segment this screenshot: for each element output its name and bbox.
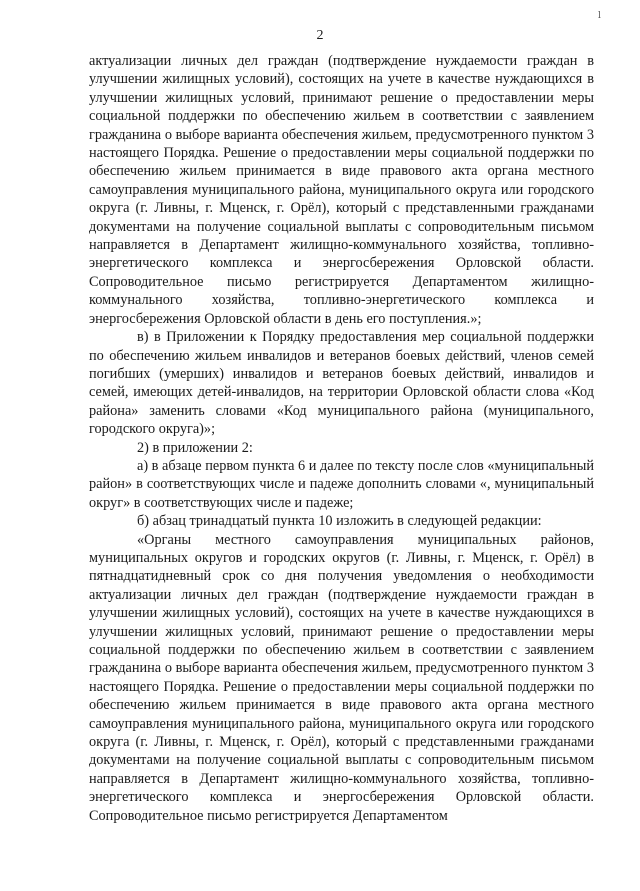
paragraph-item-v: в) в Приложении к Порядку предоставления мер социальной поддержки по обеспечению жильем инвалидов и ветеранов боевых действий, членов семей погибших (умерших) инвалидов и ветеранов боевых действий, инвалидов и семей, имеющих детей-инвалидов, на территории Орловской области слова «Код района» заменить словами «Код муниципального района (муниципального, городского округа)»; [89, 329, 594, 438]
paragraph-item-a: а) в абзаце первом пункта 6 и далее по тексту после слов «муниципальный район» в соответствующих числе и падеже дополнить словами «, муниципальный округ» в соответствующих числе и падеже; [89, 457, 594, 511]
paragraph-quoted-text: «Органы местного самоуправления муниципальных районов, муниципальных округов и городских округов (г. Ливны, г. Мценск, г. Орёл) в пятнадцатидневный срок со дня получения уведомления о необходимости актуализации личных дел граждан (подтверждение нуждаемости граждан в улучшении жилищных условий), состоящих на учете в качестве нуждающихся в улучшении жилищных условий, принимают решение о предоставлении меры социальной поддержки по обеспечению жильем в соответствии с заявлением гражданина о выборе варианта обеспечения жильем, предусмотренного пунктом 3 настоящего Порядка. Решение о предоставлении меры социальной поддержки по обеспечению жильем принимается в виде правового акта органа местного самоуправления муниципального района, муниципального округа или городского округа (г. Ливны, г. Мценск, г. Орёл), который с представленными гражданами документами на получение социальной выплаты с сопроводительным письмом направляется в Департамент жилищно-коммунального хозяйства, топливно-энергетического комплекса и энергосбережения Орловской области. Сопроводительное письмо регистрируется Департаментом [89, 531, 594, 824]
corner-scan-mark: ⅼ [598, 10, 601, 20]
paragraph-continuation: актуализации личных дел граждан (подтверждение нуждаемости граждан в улучшении жилищных условий), состоящих на учете в качестве нуждающихся в улучшении жилищных условий, принимают решение о предоставлении меры социальной поддержки по обеспечению жильем в соответствии с заявлением гражданина о выборе варианта обеспечения жильем, предусмотренного пунктом 3 настоящего Порядка. Решение о предоставлении меры социальной поддержки по обеспечению жильем принимается в виде правового акта органа местного самоуправления муниципального района, муниципального округа или городского округа (г. Ливны, г. Мценск, г. Орёл), который с представленными гражданами документами на получение социальной выплаты с сопроводительным письмом направляется в Департамент жилищно-коммунального хозяйства, топливно-энергетического комплекса и энергосбережения Орловской области. Сопроводительное письмо регистрируется Департаментом жилищно-коммунального хозяйства, топливно-энергетического комплекса и энергосбережения Орловской области в день его поступления.»; [89, 53, 594, 327]
document-body [89, 52, 594, 825]
paragraph-item-2: 2) в приложении 2: [137, 439, 253, 456]
page-number: 2 [316, 28, 324, 43]
paragraph-item-b: б) абзац тринадцатый пункта 10 изложить в следующей редакции: [137, 513, 542, 530]
